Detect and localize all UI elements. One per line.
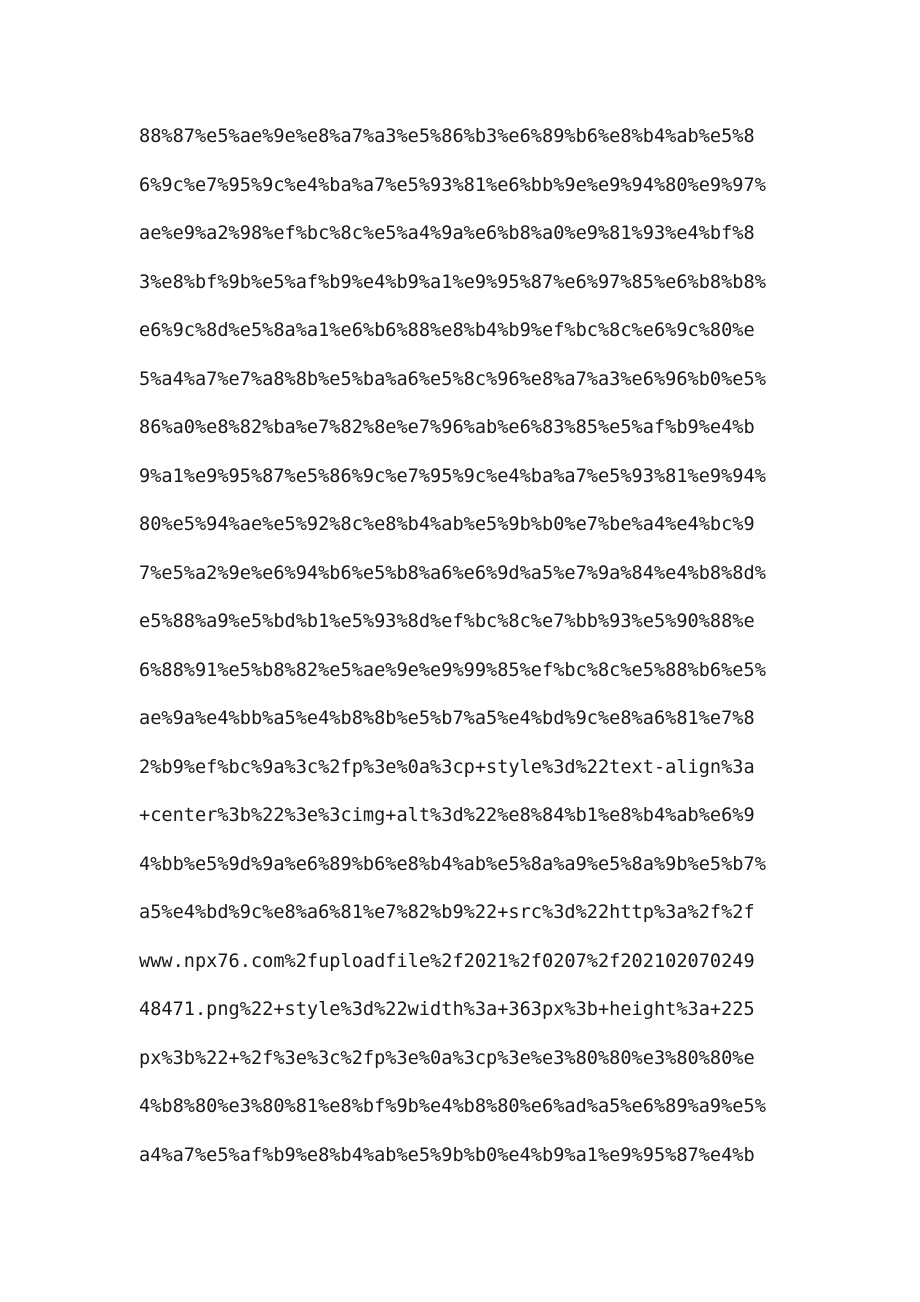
text-line: 9%a1%e9%95%87%e5%86%9c%e7%95%9c%e4%ba%a7%e5%93%81%e9%94% xyxy=(139,465,766,487)
text-line: px%3b%22+%2f%3e%3c%2fp%3e%0a%3cp%3e%e3%80%80%e3%80%80%e xyxy=(139,1047,755,1069)
text-line: 86%a0%e8%82%ba%e7%82%8e%e7%96%ab%e6%83%85%e5%af%b9%e4%b xyxy=(139,417,755,438)
text-line: a5%e4%bd%9c%e8%a6%81%e7%82%b9%22+src%3d%22http%3a%2f%2f xyxy=(139,902,755,923)
text-line: +center%3b%22%3e%3cimg+alt%3d%22%e8%84%b1%e8%b4%ab%e6%9 xyxy=(139,805,755,826)
text-line: e6%9c%8d%e5%8a%a1%e6%b6%88%e8%b4%b9%ef%bc%8c%e6%9c%80%e xyxy=(139,320,755,341)
text-line: 88%87%e5%ae%9e%e8%a7%a3%e5%86%b3%e6%89%b6%e8%b4%ab%e5%8 xyxy=(139,126,755,147)
text-line: e5%88%a9%e5%bd%b1%e5%93%8d%ef%bc%8c%e7%bb%93%e5%90%88%e xyxy=(139,611,755,632)
text-line: ae%e9%a2%98%ef%bc%8c%e5%a4%9a%e6%b8%a0%e9%81%93%e4%bf%8 xyxy=(139,223,755,244)
text-line: www.npx76.com%2fuploadfile%2f2021%2f0207%2f202102070249 xyxy=(139,950,755,972)
text-line: 6%9c%e7%95%9c%e4%ba%a7%e5%93%81%e6%bb%9e%e9%94%80%e9%97% xyxy=(139,174,766,196)
text-line: 2%b9%ef%bc%9a%3c%2fp%3e%0a%3cp+style%3d%22text-align%3a xyxy=(139,756,755,778)
text-line: ae%9a%e4%bb%a5%e4%b8%8b%e5%b7%a5%e4%bd%9c%e8%a6%81%e7%8 xyxy=(139,708,755,729)
text-line: 4%bb%e5%9d%9a%e6%89%b6%e8%b4%ab%e5%8a%a9%e5%8a%9b%e5%b7% xyxy=(139,853,766,875)
text-line: 80%e5%94%ae%e5%92%8c%e8%b4%ab%e5%9b%b0%e7%be%a4%e4%bc%9 xyxy=(139,514,755,535)
text-line: 5%a4%a7%e7%a8%8b%e5%ba%a6%e5%8c%96%e8%a7%a3%e6%96%b0%e5% xyxy=(139,368,766,390)
text-line: 7%e5%a2%9e%e6%94%b6%e5%b8%a6%e6%9d%a5%e7%9a%84%e4%b8%8d% xyxy=(139,562,766,584)
text-line: 6%88%91%e5%b8%82%e5%ae%9e%e9%99%85%ef%bc%8c%e5%88%b6%e5% xyxy=(139,659,766,681)
text-line: a4%a7%e5%af%b9%e8%b4%ab%e5%9b%b0%e4%b9%a1%e9%95%87%e4%b xyxy=(139,1144,755,1166)
text-line: 48471.png%22+style%3d%22width%3a+363px%3b+height%3a+225 xyxy=(139,999,755,1020)
encoded-text-block xyxy=(139,119,799,1186)
text-line: 4%b8%80%e3%80%81%e8%bf%9b%e4%b8%80%e6%ad%a5%e6%89%a9%e5% xyxy=(139,1096,766,1117)
text-line: 3%e8%bf%9b%e5%af%b9%e4%b9%a1%e9%95%87%e6%97%85%e6%b8%b8% xyxy=(139,271,766,293)
